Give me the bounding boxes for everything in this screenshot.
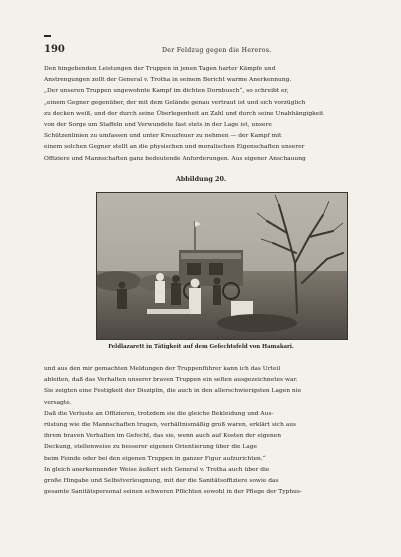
text-line: von der Sorge um Staffeln und Verwundete fast stets in der Lage ist, unsere: [44, 122, 272, 129]
text-line: „einem Gegner gegenüber, der mit dem Gelände genau vertraut ist und sich vorzüglich: [44, 99, 306, 106]
page-number: 190: [44, 44, 65, 55]
text-line: Offiziere und Mannschaften ganz bedeutende Anforderungen. Aus eigener Anschauung: [44, 155, 306, 162]
text-line: versagte.: [44, 399, 72, 406]
text-line: Deckung, stellenweise zu besserer eigenen Orientierung über die Lage: [44, 444, 258, 451]
field-hospital-photo: [97, 193, 347, 339]
text-line: Den hingebenden Leistungen der Truppen in jenen Tagen harter Kämpfe und: [44, 66, 276, 72]
text-line: rüstung wie die Mannschaften trugen, verhältnismäßig groß waren, erklärt sich aus: [44, 422, 297, 429]
text-line: große Hingabe und Selbstverleugnung, mit der die Sanitätsoffiziere sowie das: [44, 478, 279, 485]
text-line: Schützenlinien zu umfassen und unter Kreuzfeuer zu nehmen — der Kampf mit: [44, 133, 282, 140]
text-line: ihrem braven Verhalten im Gefecht, das sie, wenn auch auf Kosten der eigenen: [44, 433, 282, 440]
text-line: gesamte Sanitätspersonal seinen schweren Pflichten sowohl in der Pflege der Typhus-: [44, 489, 302, 496]
figure-caption: Feldlazarett in Tätigkeit auf dem Gefechtsfeld von Hamakari.: [108, 344, 294, 350]
text-line: ableiten, daß das Verhalten unserer braven Truppen ein selten ausgezeichnetes war.: [44, 377, 298, 384]
page-mark: [44, 35, 51, 37]
text-line: und aus den mir gemachten Meldungen der Truppenführer kann ich das Urteil: [44, 366, 281, 372]
text-line: „Der unseren Truppen ungewohnte Kampf im dichten Dornbusch“, so schreibt er,: [44, 88, 289, 95]
paragraph-2: [44, 364, 358, 498]
text-line: beim Feinde oder bei den eigenen Truppen in ganzer Figur aufzurichten.“: [44, 455, 266, 462]
text-line: Anstrengungen zollt der General v. Trotha in seinem Bericht warme Anerkennung.: [44, 77, 292, 84]
figure-photo: [96, 192, 348, 340]
figure-label: Abbildung 20.: [175, 175, 227, 183]
text-line: zu decken weiß, und der durch seine Überlegenheit an Zahl und durch seine Unabhängigkeit: [44, 110, 324, 117]
text-line: einem solchen Gegner stellt an die physischen und moralischen Eigenschaften unserer: [44, 144, 305, 151]
text-line: In gleich anerkennender Weise äußert sich General v. Trotha auch über die: [44, 466, 270, 473]
running-title: Der Feldzug gegen die Hereros.: [162, 47, 272, 54]
paragraph-1: [44, 64, 358, 165]
text-line: Daß die Verluste an Offizieren, trotzdem sie die gleiche Bekleidung und Aus-: [44, 410, 274, 417]
page-header: [44, 44, 358, 55]
text-line: Sie zeigten eine Festigkeit der Disziplin, die auch in den allerschwierigsten Lagen nie: [44, 388, 302, 395]
